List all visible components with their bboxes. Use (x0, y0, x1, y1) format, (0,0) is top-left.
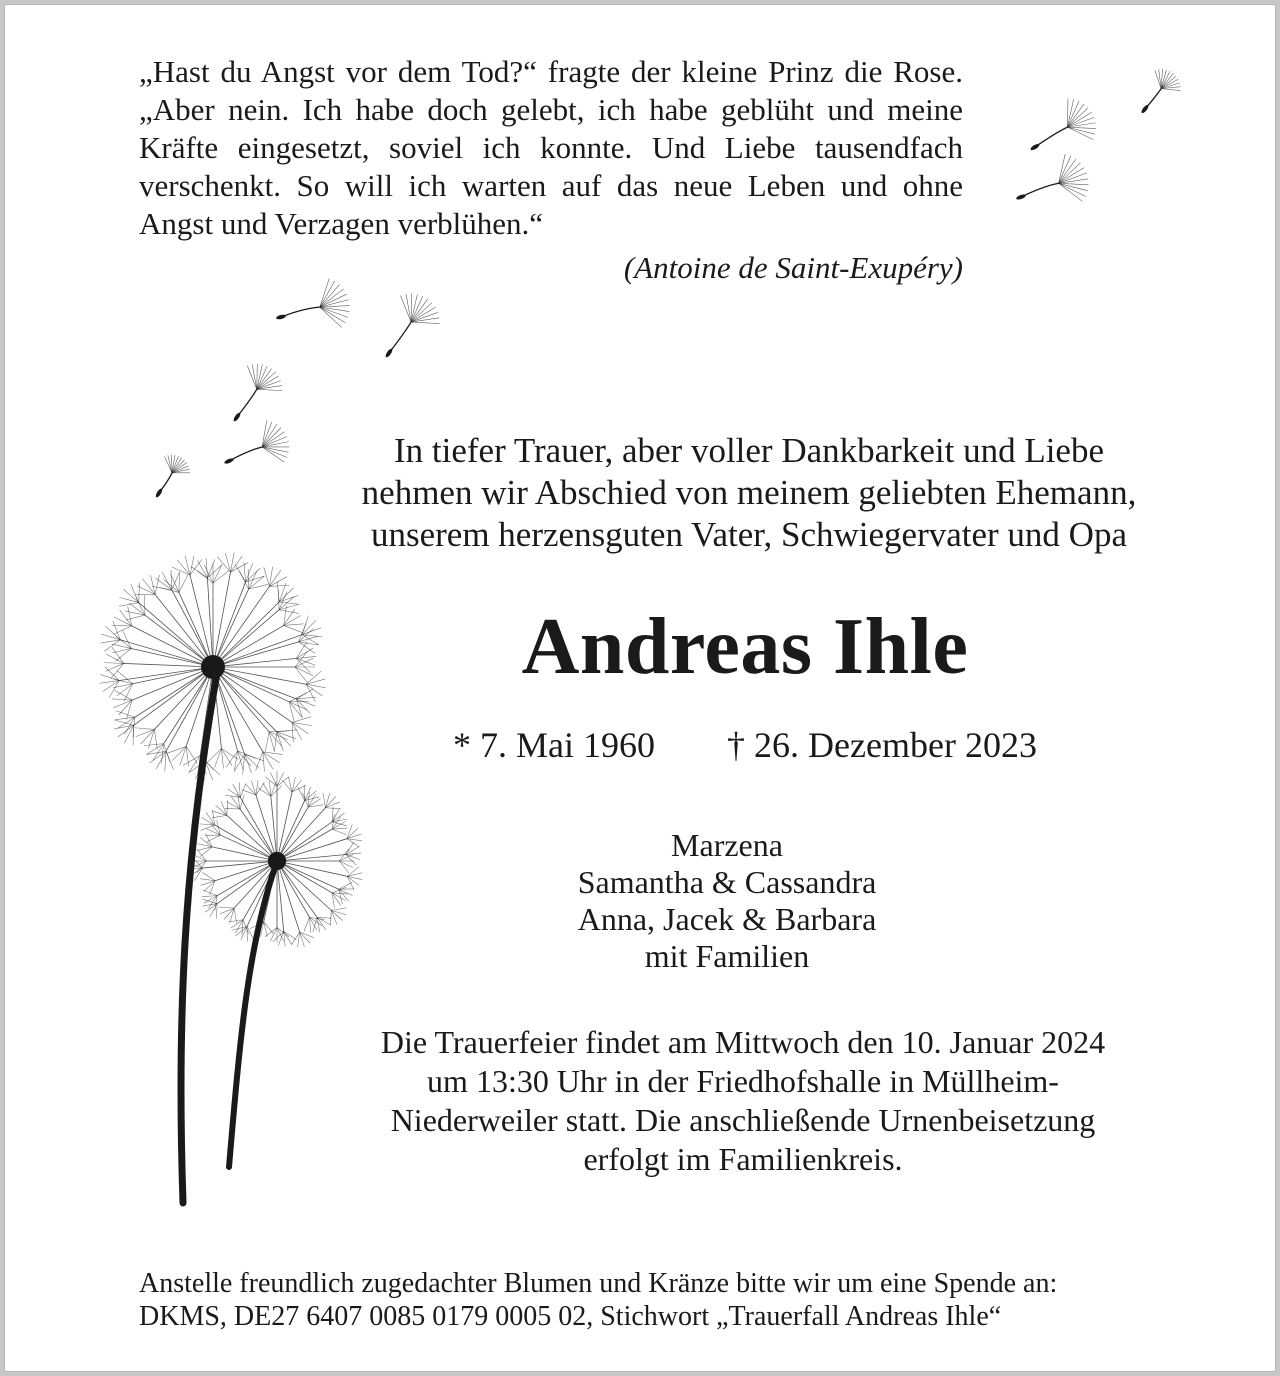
survivor-line: Samantha & Cassandra (577, 864, 877, 900)
birth-date: * 7. Mai 1960 (453, 725, 656, 765)
donation-line: Anstelle freundlich zugedachter Blumen und Kränze bitte wir um eine Spende an: (139, 1268, 1058, 1299)
mourning-intro (291, 430, 1207, 556)
quote-author: (Antoine de Saint-Exupéry) (623, 250, 963, 285)
ceremony-line: Die Trauerfeier findet am Mittwoch den 10. Januar 2024 (380, 1024, 1106, 1060)
obituary-card (4, 4, 1276, 1372)
death-date: † 26. Dezember 2023 (727, 725, 1037, 765)
intro-line: In tiefer Trauer, aber voller Dankbarkeit und Liebe (394, 431, 1104, 470)
ceremony-line: um 13:30 Uhr in der Friedhofshalle in Müllheim- (427, 1063, 1059, 1099)
ceremony-info (327, 1023, 1159, 1179)
intro-line: unserem herzensguten Vater, Schwiegervater und Opa (370, 515, 1127, 554)
survivor-line: Marzena (671, 827, 783, 863)
quote-text: „Hast du Angst vor dem Tod?“ fragte der kleine Prinz die Rose. „Aber nein. Ich habe doch gelebt, ich habe geblüht und meine Kräfte eingesetzt, soviel ich konnte. Und Liebe tausendfach verschenkt. So will ich warten auf das neue Leben und ohne Angst und Verzagen verblühen.“ (139, 54, 963, 241)
survivor-line: Anna, Jacek & Barbara (577, 901, 877, 937)
deceased-name: Andreas Ihle (521, 603, 969, 691)
ceremony-line: erfolgt im Familienkreis. (583, 1141, 903, 1177)
donation-note (139, 1267, 1199, 1333)
intro-line: nehmen wir Abschied von meinem geliebten Ehemann, (361, 473, 1137, 512)
ceremony-line: Niederweiler statt. Die anschließende Urnenbeisetzung (390, 1102, 1096, 1138)
life-dates (385, 723, 1105, 767)
donation-line: DKMS, DE27 6407 0085 0179 0005 02, Stichwort „Trauerfall Andreas Ihle“ (139, 1301, 1002, 1332)
survivors-list (477, 827, 977, 975)
survivor-line: mit Familien (644, 938, 810, 974)
